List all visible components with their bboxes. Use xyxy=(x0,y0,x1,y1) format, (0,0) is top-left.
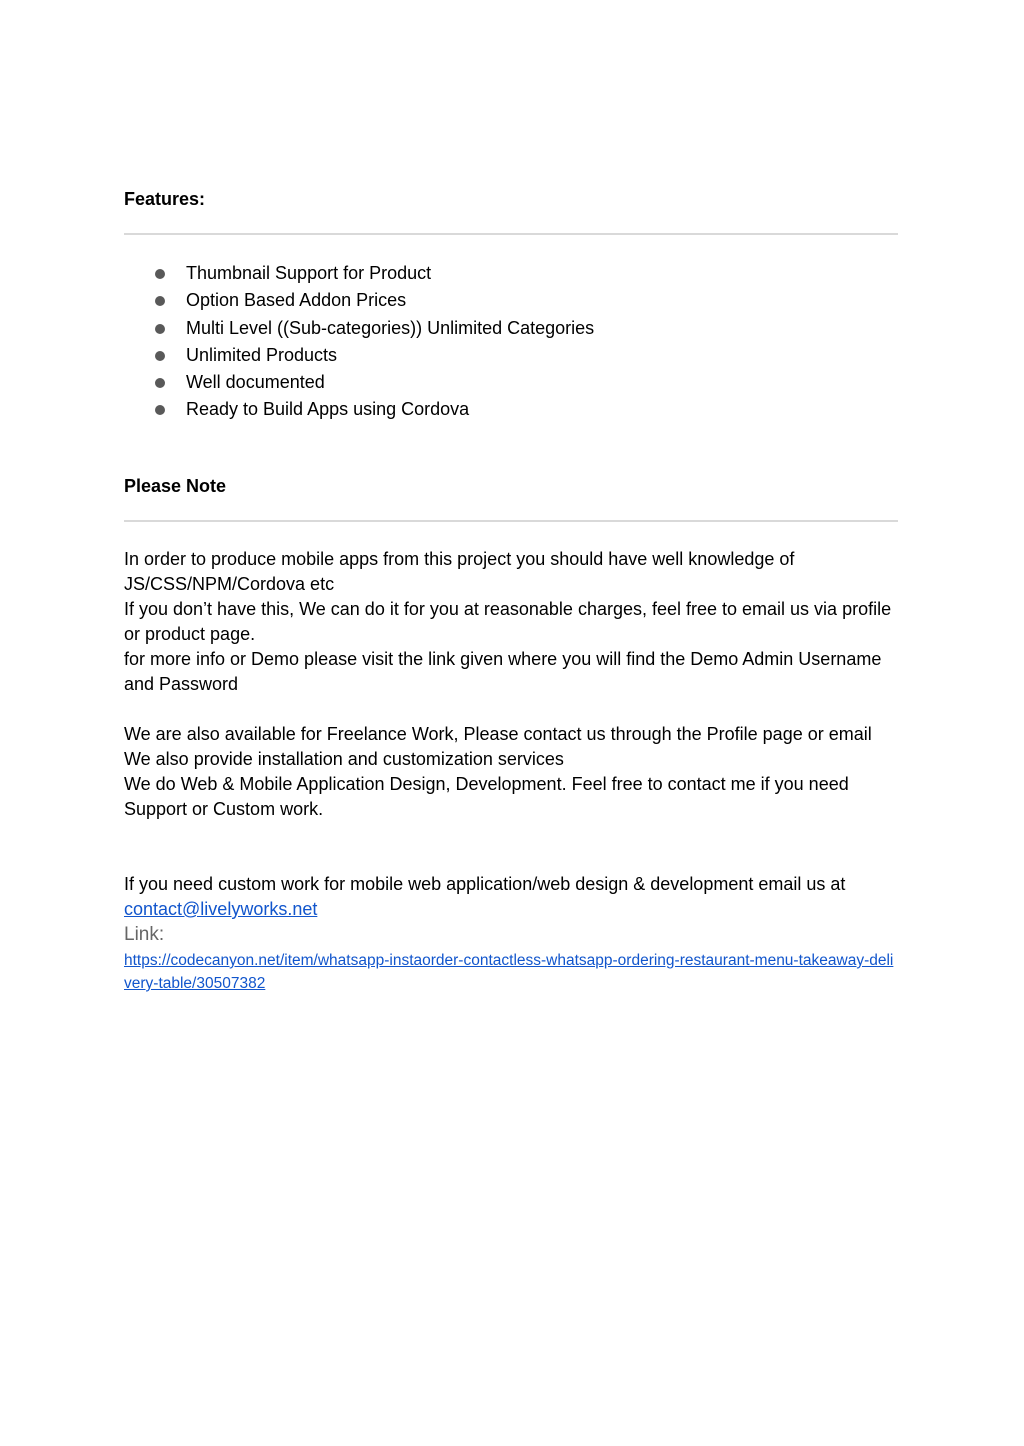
feature-item-text: Ready to Build Apps using Cordova xyxy=(186,399,470,420)
demo-info-line: for more info or Demo please visit the link given where you will find the Demo Admin Username and Password xyxy=(124,649,882,694)
design-development-line: We do Web & Mobile Application Design, Development. Feel free to contact me if you need Support or Custom work. xyxy=(124,774,849,819)
feature-item-text: Well documented xyxy=(186,372,325,393)
product-url-link[interactable]: https://codecanyon.net/item/whatsapp-instaorder-contactless-whatsapp-ordering-restaurant-menu-takeaway-delivery-table/30507382 xyxy=(124,952,894,992)
bullet-icon xyxy=(155,378,165,388)
feature-item-text: Multi Level ((Sub-categories)) Unlimited Categories xyxy=(186,317,595,338)
requirements-line: In order to produce mobile apps from this project you should have well knowledge of JS/CSS/NPM/Cordova etc xyxy=(124,549,795,594)
link-label: Link: xyxy=(124,924,165,945)
feature-item xyxy=(124,261,594,288)
bullet-icon xyxy=(155,296,165,306)
features-heading: Features: xyxy=(124,189,206,209)
bullet-icon xyxy=(155,269,165,279)
features-divider xyxy=(124,233,898,235)
bullet-icon xyxy=(155,405,165,415)
services-paragraph xyxy=(124,722,900,822)
feature-item xyxy=(124,288,594,315)
please-note-divider xyxy=(124,520,898,522)
freelance-line: We are also available for Freelance Work, Please contact us through the Profile page or email xyxy=(124,724,872,744)
feature-item-text: Option Based Addon Prices xyxy=(186,290,407,311)
feature-item xyxy=(124,370,594,397)
feature-item-text: Unlimited Products xyxy=(186,344,338,365)
feature-item xyxy=(124,397,594,424)
please-note-heading: Please Note xyxy=(124,476,227,496)
feature-item-text: Thumbnail Support for Product xyxy=(186,263,432,283)
feature-item xyxy=(124,316,594,343)
requirements-paragraph xyxy=(124,547,900,697)
bullet-icon xyxy=(155,324,165,334)
custom-work-line: If you need custom work for mobile web application/web design & development email us at xyxy=(124,874,846,894)
charges-line: If you don’t have this, We can do it for you at reasonable charges, feel free to email us via profile or product page. xyxy=(124,599,892,644)
contact-paragraph xyxy=(124,872,900,922)
features-list xyxy=(124,261,594,425)
bullet-icon xyxy=(155,351,165,361)
installation-line: We also provide installation and customization services xyxy=(124,749,564,769)
feature-item xyxy=(124,343,594,370)
email-link[interactable]: contact@livelyworks.net xyxy=(124,899,318,919)
